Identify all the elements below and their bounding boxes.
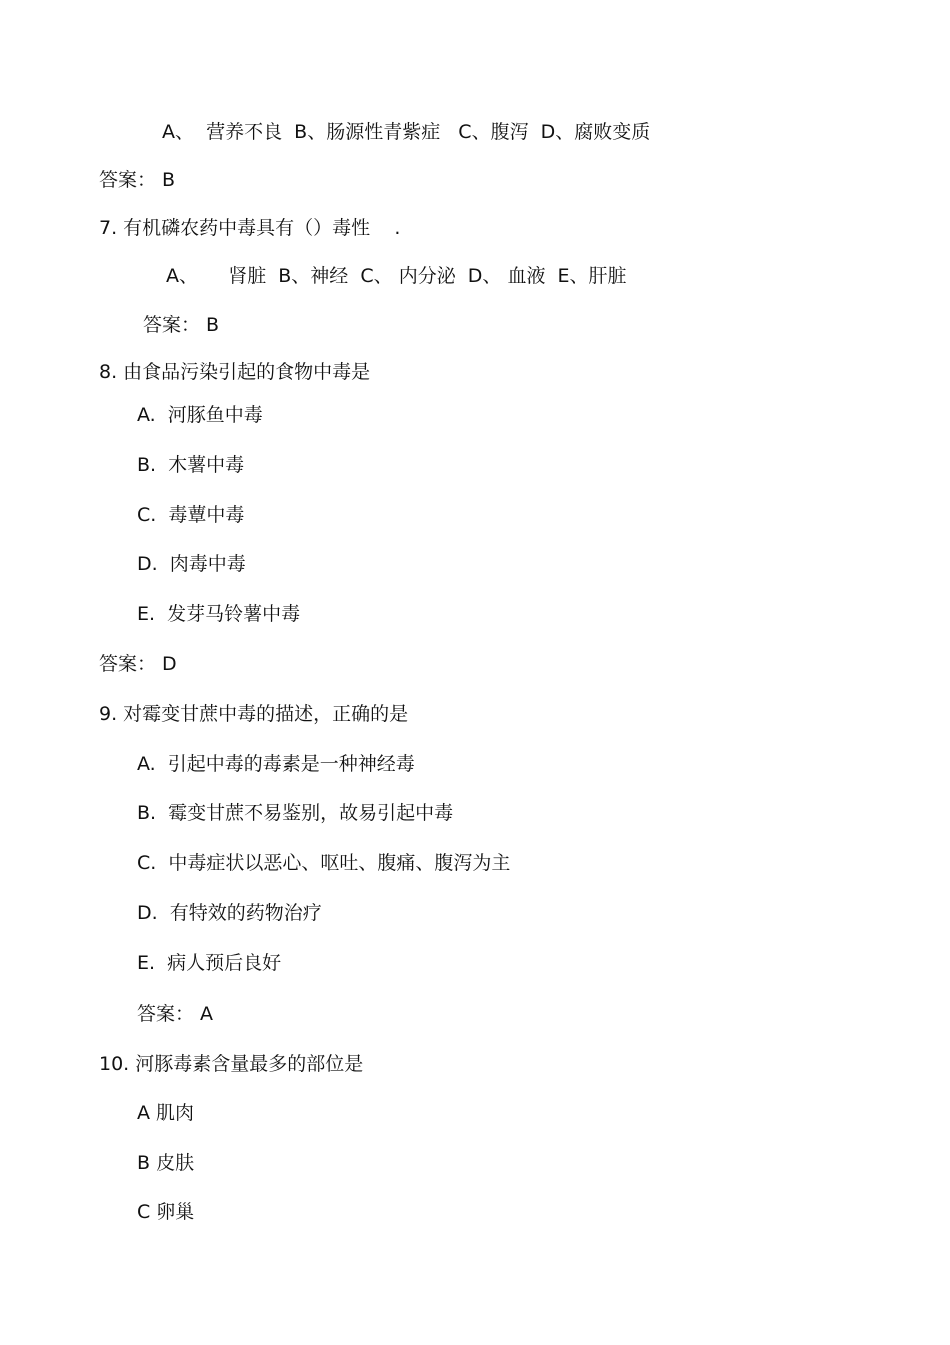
q9-option-e: E. 病人预后良好 (137, 952, 282, 974)
q8-answer: 答案： D (99, 653, 177, 675)
q10-option-a: A 肌肉 (137, 1102, 195, 1124)
q7-options-line: A、 肾脏 B、神经 C、 内分泌 D、 血液 E、肝脏 (166, 265, 627, 287)
q8-option-d: D. 肉毒中毒 (137, 553, 246, 575)
q10-option-b: B 皮肤 (137, 1152, 195, 1174)
q9-answer: 答案： A (137, 1003, 214, 1025)
q8-stem: 8. 由食品污染引起的食物中毒是 (99, 361, 371, 383)
q10-option-c: C 卵巢 (137, 1201, 195, 1223)
q6-options-line: A、 营养不良 B、肠源性青紫症 C、腹泻 D、腐败变质 (162, 121, 651, 143)
q9-option-c: C. 中毒症状以恶心、呕吐、腹痛、腹泻为主 (137, 852, 511, 874)
q9-stem: 9. 对霉变甘蔗中毒的描述，正确的是 (99, 703, 409, 725)
q8-option-b: B. 木薯中毒 (137, 454, 245, 476)
q10-stem: 10. 河豚毒素含量最多的部位是 (99, 1053, 364, 1075)
q6-answer: 答案： B (99, 169, 176, 191)
q8-option-c: C. 毒蕈中毒 (137, 504, 245, 526)
q7-stem: 7. 有机磷农药中毒具有（）毒性 . (99, 217, 401, 239)
q7-answer: 答案： B (143, 314, 220, 336)
q8-option-e: E. 发芽马铃薯中毒 (137, 603, 301, 625)
q9-option-b: B. 霉变甘蔗不易鉴别，故易引起中毒 (137, 802, 454, 824)
q9-option-a: A. 引起中毒的毒素是一种神经毒 (137, 753, 415, 775)
q8-option-a: A. 河豚鱼中毒 (137, 404, 263, 426)
q9-option-d: D. 有特效的药物治疗 (137, 902, 322, 924)
